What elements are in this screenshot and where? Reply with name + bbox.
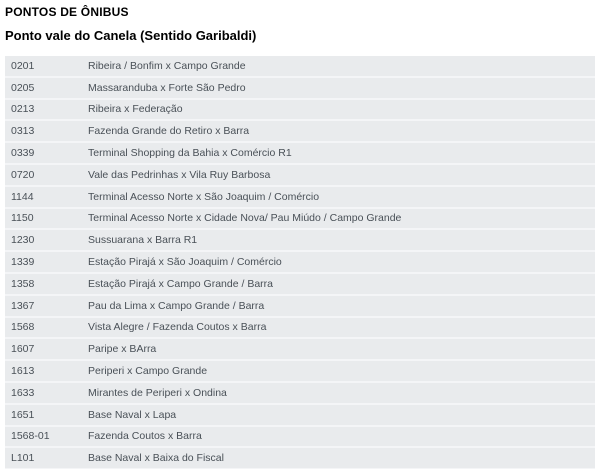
line-code: L101	[11, 452, 35, 465]
table-row[interactable]	[5, 361, 595, 383]
line-code: 1150	[11, 212, 34, 225]
table-row[interactable]	[5, 383, 595, 405]
table-row[interactable]	[5, 252, 595, 274]
line-route: Estação Pirajá x São Joaquim / Comércio	[88, 256, 282, 269]
table-row[interactable]	[5, 121, 595, 143]
table-row[interactable]	[5, 143, 595, 165]
line-code: 0205	[11, 81, 35, 94]
table-row[interactable]	[5, 296, 595, 318]
line-route: Massaranduba x Forte São Pedro	[88, 81, 246, 94]
line-route: Mirantes de Periperi x Ondina	[88, 386, 227, 399]
table-row[interactable]	[5, 230, 595, 252]
line-code: 1358	[11, 277, 35, 290]
line-route: Ribeira / Bonfim x Campo Grande	[88, 59, 246, 72]
line-route: Terminal Acesso Norte x São Joaquim / Comércio	[88, 190, 320, 203]
line-code: 1144	[11, 190, 34, 203]
line-code: 1607	[11, 343, 35, 356]
line-route: Fazenda Coutos x Barra	[88, 430, 202, 443]
line-route: Paripe x BArra	[88, 343, 157, 356]
line-route: Ribeira x Federação	[88, 103, 183, 116]
line-route: Base Naval x Lapa	[88, 408, 177, 421]
line-route: Base Naval x Baixa do Fiscal	[88, 452, 224, 465]
line-code: 1230	[11, 234, 35, 247]
table-row[interactable]	[5, 187, 595, 209]
line-code: 0201	[11, 59, 35, 72]
line-code: 1367	[11, 299, 35, 312]
bus-stops-table	[5, 56, 595, 469]
table-row[interactable]	[5, 56, 595, 78]
table-row[interactable]	[5, 318, 595, 340]
table-row[interactable]	[5, 165, 595, 187]
line-code: 0213	[11, 103, 35, 116]
line-route: Pau da Lima x Campo Grande / Barra	[88, 299, 265, 312]
table-row[interactable]	[5, 209, 595, 231]
line-code: 1633	[11, 386, 35, 399]
line-route: Sussuarana x Barra R1	[88, 234, 198, 247]
line-code: 1651	[11, 408, 35, 421]
line-code: 1613	[11, 365, 35, 378]
table-row[interactable]	[5, 78, 595, 100]
line-route: Vista Alegre / Fazenda Coutos x Barra	[88, 321, 267, 334]
table-row[interactable]	[5, 448, 595, 469]
line-route: Vale das Pedrinhas x Vila Ruy Barbosa	[88, 168, 271, 181]
page-title: PONTOS DE ÔNIBUS	[5, 5, 129, 19]
table-row[interactable]	[5, 339, 595, 361]
table-row[interactable]	[5, 100, 595, 122]
line-route: Terminal Shopping da Bahia x Comércio R1	[88, 147, 292, 160]
line-code: 0339	[11, 147, 35, 160]
line-code: 0720	[11, 168, 35, 181]
table-row[interactable]	[5, 427, 595, 449]
line-route: Periperi x Campo Grande	[88, 365, 208, 378]
section-subtitle: Ponto vale do Canela (Sentido Garibaldi)	[5, 28, 257, 43]
line-code: 1568-01	[11, 430, 50, 443]
line-code: 1339	[11, 256, 35, 269]
table-row[interactable]	[5, 405, 595, 427]
line-code: 1568	[11, 321, 35, 334]
line-route: Terminal Acesso Norte x Cidade Nova/ Pau Miúdo / Campo Grande	[88, 212, 402, 225]
line-route: Fazenda Grande do Retiro x Barra	[88, 125, 250, 138]
line-code: 0313	[11, 125, 35, 138]
line-route: Estação Pirajá x Campo Grande / Barra	[88, 277, 274, 290]
table-row[interactable]	[5, 274, 595, 296]
